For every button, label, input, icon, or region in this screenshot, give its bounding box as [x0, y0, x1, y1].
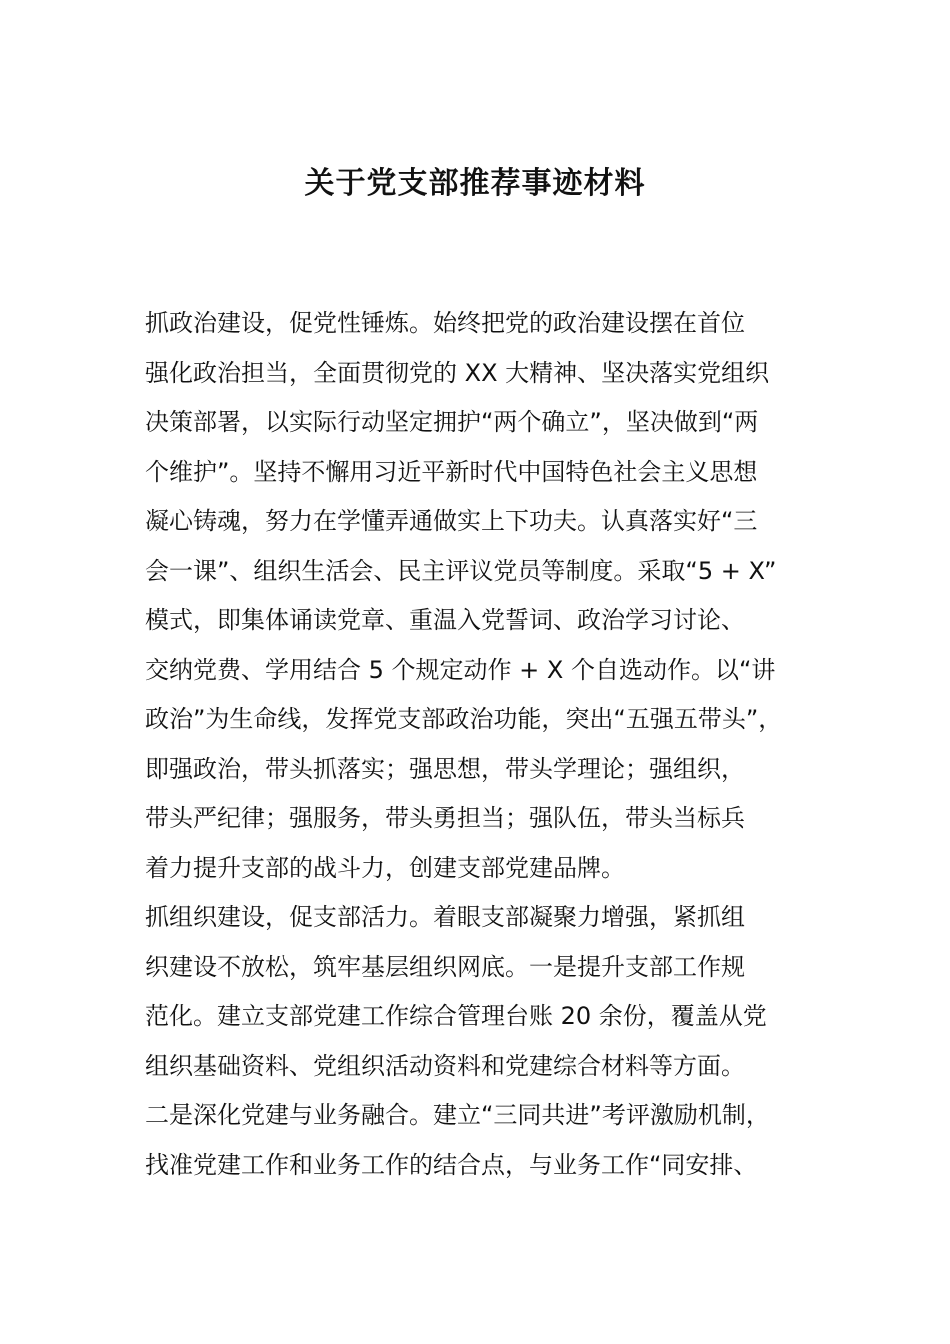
body-line: 带头严纪律；强服务，带头勇担当；强队伍，带头当标兵 [145, 804, 745, 832]
body-line: 抓政治建设，促党性锤炼。始终把党的政治建设摆在首位 [145, 309, 745, 337]
body-line: 抓组织建设，促支部活力。着眼支部凝聚力增强，紧抓组 [145, 903, 745, 931]
body-line: 找准党建工作和业务工作的结合点，与业务工作“同安排、 [145, 1150, 758, 1179]
body-line: 凝心铸魂，努力在学懂弄通做实上下功夫。认真落实好“三 [145, 507, 758, 535]
body-line: 范化。建立支部党建工作综合管理台账 20 余份，覆盖从党 [145, 1002, 767, 1030]
body-line: 强化政治担当，全面贯彻党的 XX 大精神、坚决落实党组织 [145, 358, 770, 387]
body-line: 政治”为生命线，发挥党支部政治功能，突出“五强五带头”， [145, 705, 783, 733]
body-line: 交纳党费、学用结合 5 个规定动作 + X 个自选动作。以“讲 [145, 655, 776, 684]
body-line: 会一课”、组织生活会、民主评议党员等制度。采取“5 + X” [145, 556, 777, 585]
document-title: 关于党支部推荐事迹材料 [304, 166, 646, 201]
body-line: 模式，即集体诵读党章、重温入党誓词、政治学习讨论、 [145, 606, 745, 634]
body-line: 二是深化党建与业务融合。建立“三同共进”考评激励机制， [145, 1101, 770, 1129]
body-line: 组织基础资料、党组织活动资料和党建综合材料等方面。 [145, 1051, 745, 1080]
body-line: 即强政治，带头抓落实；强思想，带头学理论；强组织， [145, 754, 745, 783]
body-line: 织建设不放松，筑牢基层组织网底。一是提升支部工作规 [145, 952, 745, 981]
body-line: 决策部署，以实际行动坚定拥护“两个确立”，坚决做到“两 [145, 408, 759, 436]
body-line: 着力提升支部的战斗力，创建支部党建品牌。 [145, 853, 625, 882]
document-body [145, 299, 825, 1190]
body-line: 个维护”。坚持不懈用习近平新时代中国特色社会主义思想 [145, 457, 758, 486]
